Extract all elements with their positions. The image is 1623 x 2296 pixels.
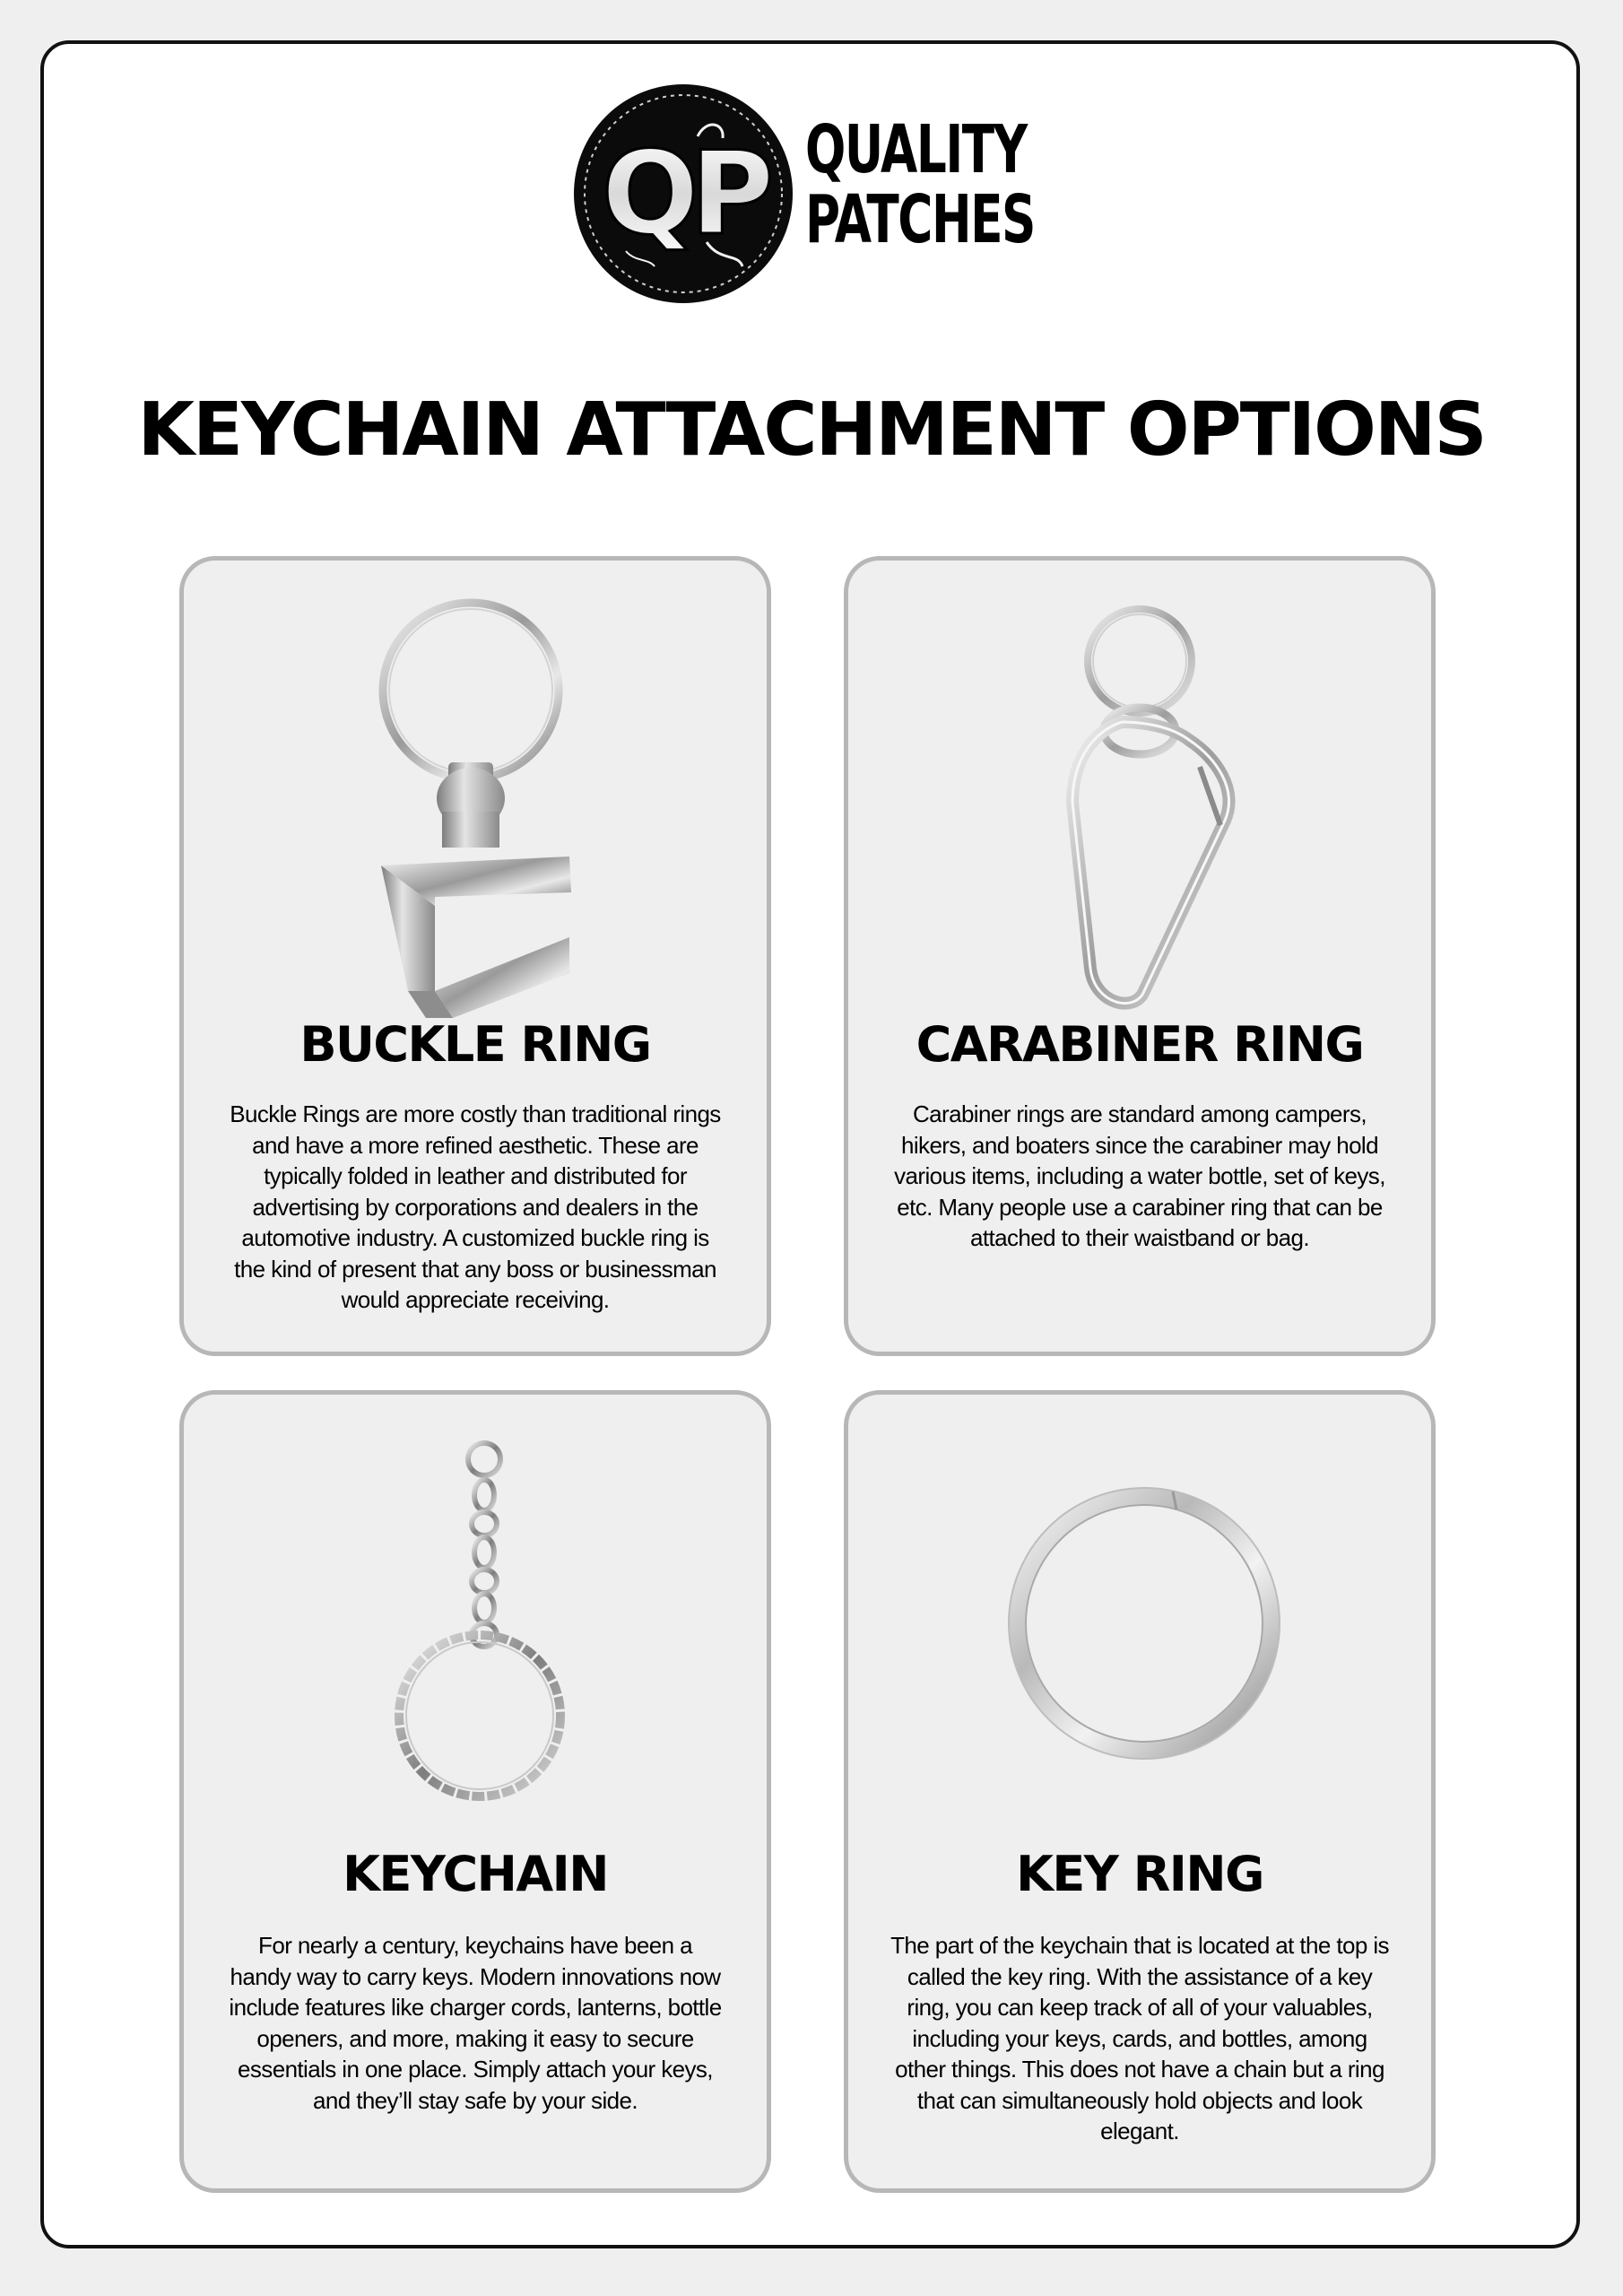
card-title: KEY RING <box>1016 1846 1263 1902</box>
card-description: The part of the keychain that is located at the top is called the key ring. With the assistance of a key ring, you can keep track of all of your valuables, including your keys, cards, and bottles, among other things. This does not have a chain but a ring that can simultaneously hold objects and look elegant. <box>890 1932 1389 2144</box>
brand-name <box>805 111 1035 258</box>
badge-letters: QP <box>601 127 766 261</box>
card-description: Carabiner rings are standard among campers, hikers, and boaters since the carabiner may hold various items, including a water bottle, set of keys, etc. Many people use a carabiner ring that can be attached to their waistband or bag. <box>894 1100 1385 1251</box>
card-title: CARABINER RING <box>916 1016 1364 1073</box>
option-card-buckle-ring <box>179 556 771 1356</box>
option-card-keychain <box>179 1390 771 2193</box>
carabiner-ring-icon <box>965 596 1324 1027</box>
brand-name-line1: QUALITY <box>805 111 1027 188</box>
brand-name-line2: PATCHES <box>805 181 1035 258</box>
qp-badge-icon <box>572 83 794 305</box>
option-card-carabiner-ring <box>844 556 1436 1356</box>
buckle-ring-icon <box>300 596 659 1027</box>
card-description: Buckle Rings are more costly than traditional rings and have a more refined aesthetic. These are typically folded in leather and distributed for advertising by corporations and dealers in the automotive industry. A customized buckle ring is the kind of present that any boss or businessman would appreciate receiving. <box>230 1100 721 1313</box>
card-description: For nearly a century, keychains have been a handy way to carry keys. Modern innovations now include features like charger cords, lanterns, bottle openers, and more, making it easy to secure essentials in one place. Simply attach your keys, and they’ll stay safe by your side. <box>229 1932 722 2114</box>
keychain-icon <box>300 1431 659 1861</box>
brand-logo <box>572 83 1038 305</box>
page-title: KEYCHAIN ATTACHMENT OPTIONS <box>137 387 1486 473</box>
option-card-key-ring <box>844 1390 1436 2193</box>
key-ring-icon <box>965 1431 1324 1861</box>
card-title: BUCKLE RING <box>299 1016 651 1073</box>
card-title: KEYCHAIN <box>343 1846 608 1902</box>
